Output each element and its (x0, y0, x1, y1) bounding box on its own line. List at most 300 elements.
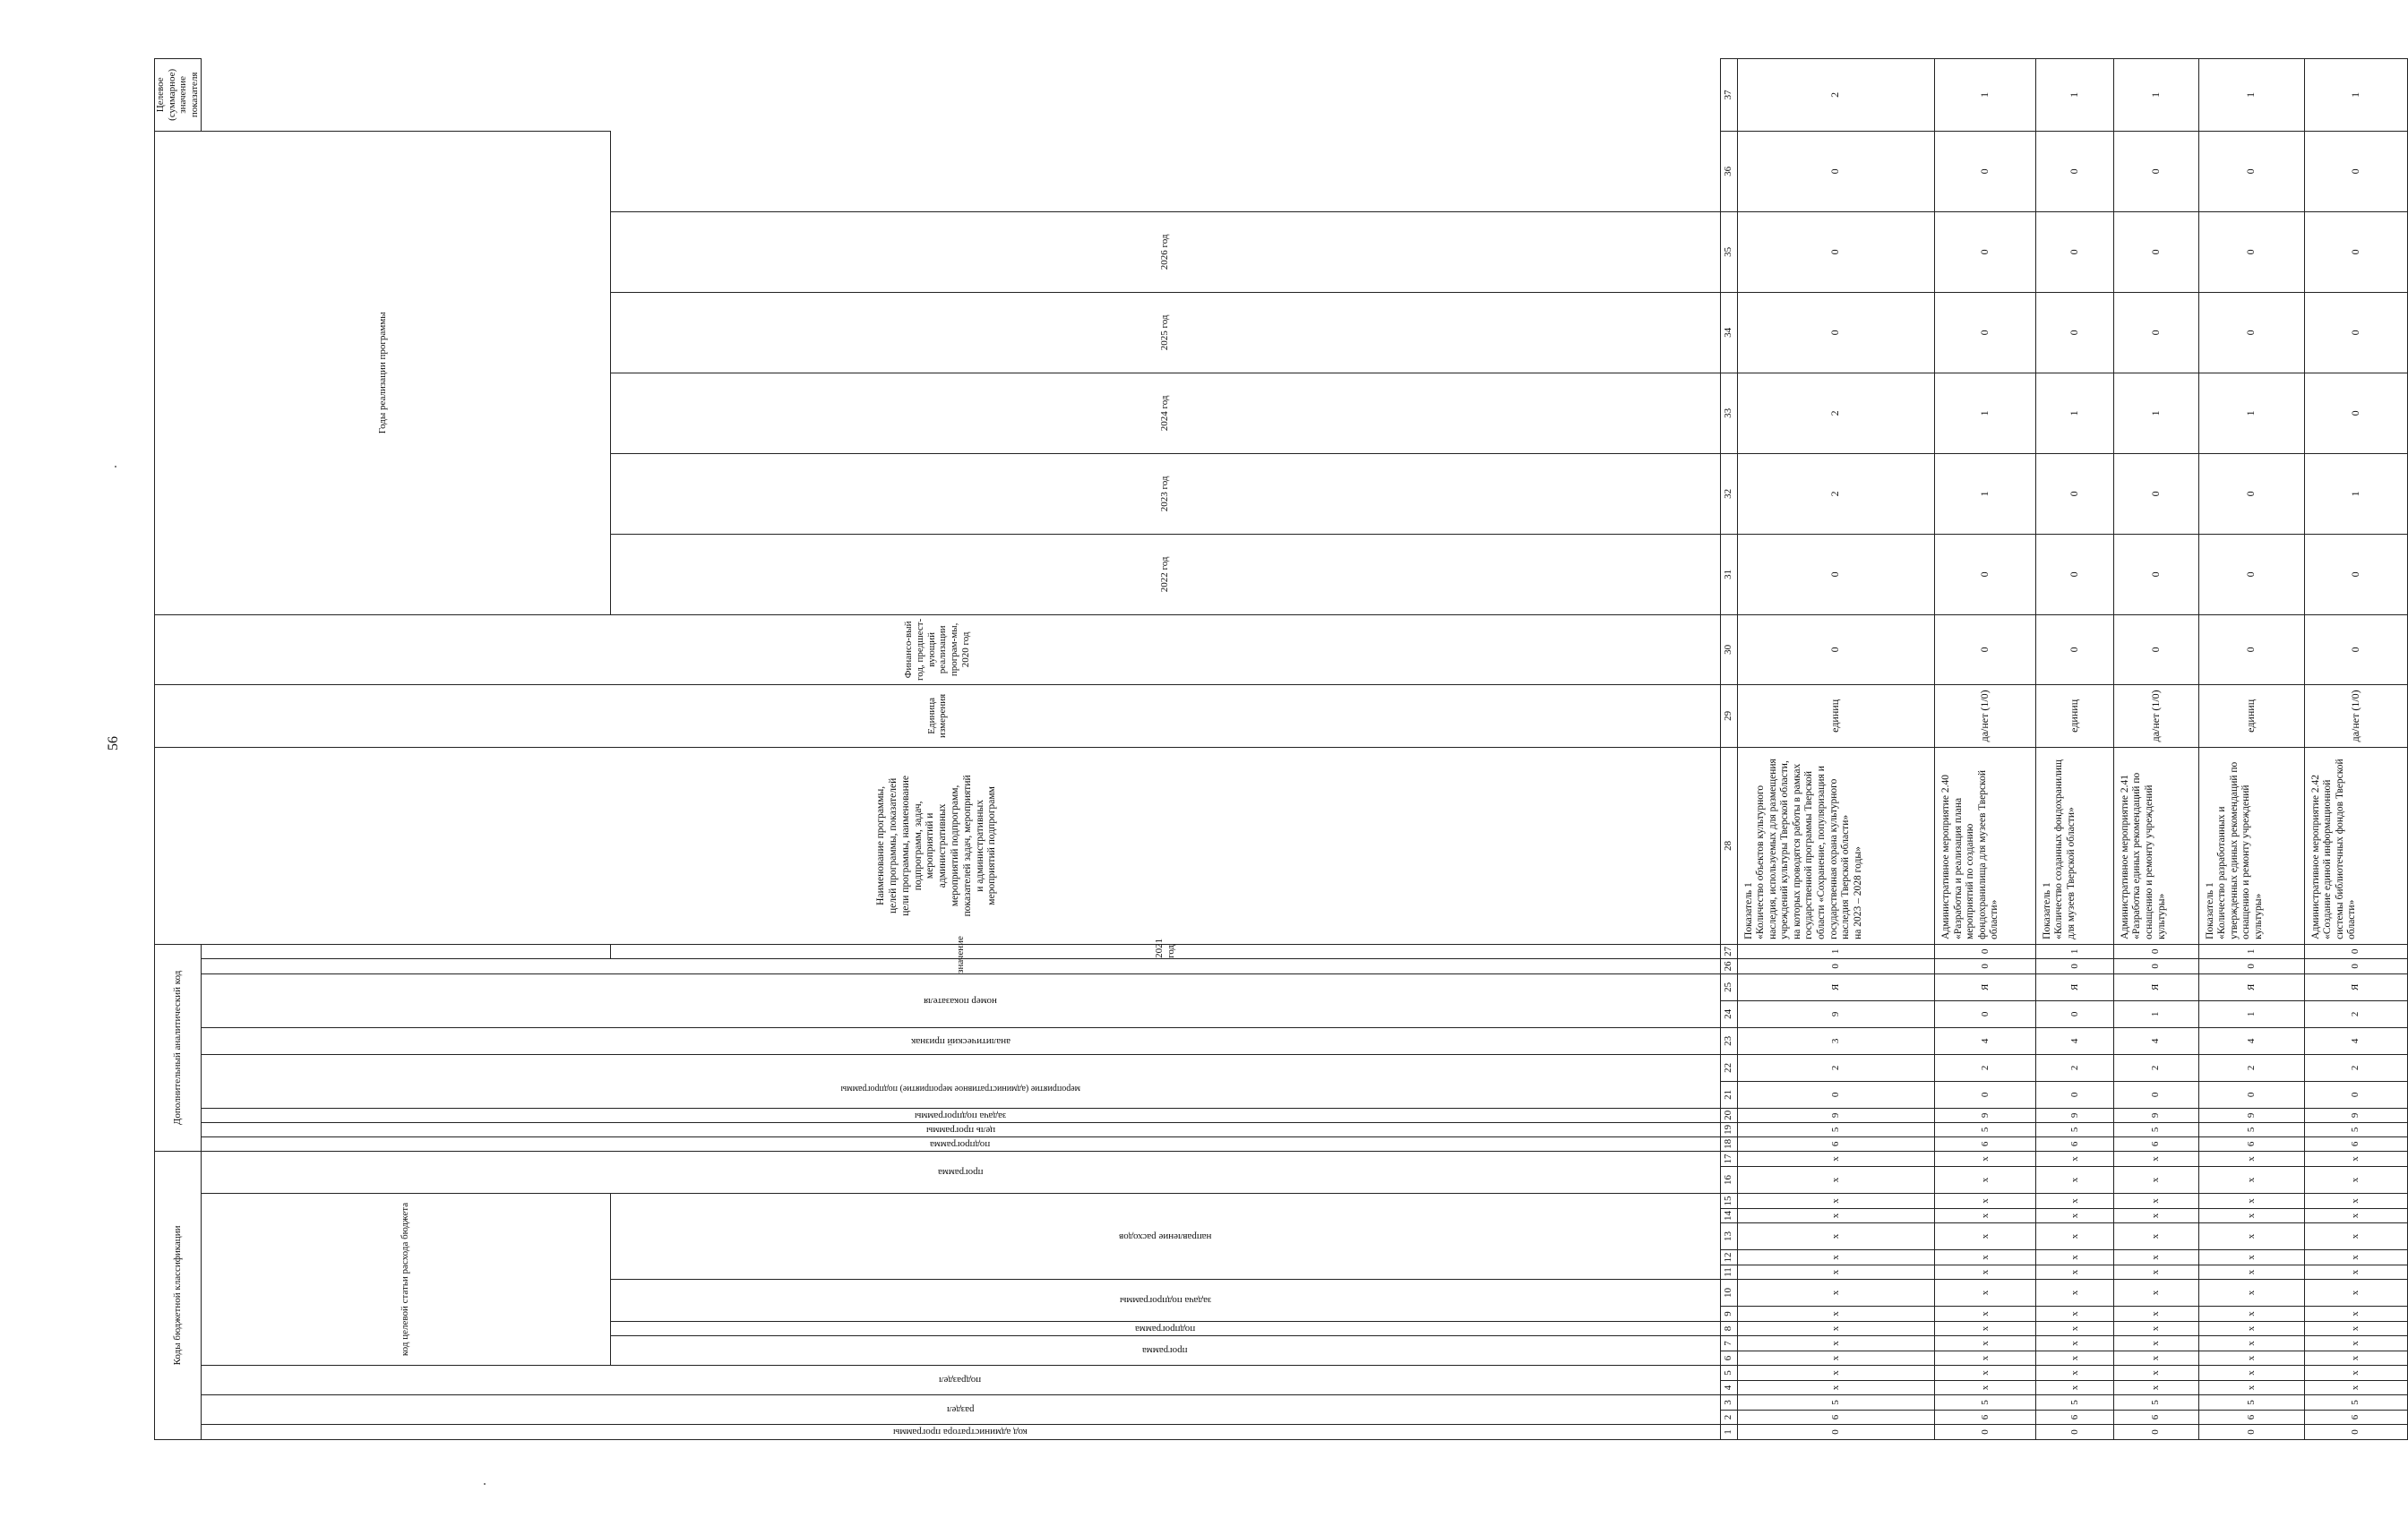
code-cell: x (2113, 1265, 2198, 1280)
code-cell: x (1737, 1223, 1934, 1250)
code-cell: x (2113, 1167, 2198, 1194)
header-analit: аналитический признак (201, 1027, 1720, 1054)
code-cell: x (2113, 1194, 2198, 1209)
code-cell: x (2198, 1307, 2304, 1322)
column-number: 10 (1720, 1280, 1737, 1307)
fin-year-value: 0 (2035, 614, 2113, 684)
code-cell: Я (2113, 973, 2198, 1000)
header-year-2023: 2023 год (610, 453, 1720, 534)
header-csr-programma: программа (610, 1336, 1720, 1366)
code-cell: 2 (1934, 1054, 2035, 1081)
year-value: 0 (2035, 131, 2113, 211)
code-cell: x (1737, 1250, 1934, 1265)
code-cell: x (1737, 1151, 1934, 1166)
code-cell: x (2198, 1265, 2304, 1280)
unit-cell: да/нет (1/0) (2304, 684, 2407, 747)
column-number: 31 (1720, 534, 1737, 614)
year-value: 0 (1737, 131, 1934, 211)
code-cell: x (1934, 1223, 2035, 1250)
table-row (2035, 58, 2113, 1439)
code-cell: x (1934, 1194, 2035, 1209)
code-cell: 6 (1737, 1411, 1934, 1425)
code-cell: Я (2304, 973, 2407, 1000)
code-cell: 0 (1934, 1000, 2035, 1027)
column-number: 23 (1720, 1027, 1737, 1054)
column-number: 12 (1720, 1250, 1737, 1265)
code-cell: 0 (2304, 944, 2407, 958)
code-cell: 1 (2198, 1000, 2304, 1027)
code-cell: Я (1934, 973, 2035, 1000)
code-cell: x (2113, 1223, 2198, 1250)
code-cell: 2 (1737, 1054, 1934, 1081)
code-cell: x (2035, 1381, 2113, 1395)
column-number: 32 (1720, 453, 1737, 534)
code-cell: 0 (2113, 958, 2198, 973)
indicator-name: Административное мероприятие 2.40 «Разработка и реализация плана мероприятий по созданию фондохранилища для музеев Тверской области» (1934, 747, 2035, 944)
code-cell: x (1934, 1250, 2035, 1265)
column-number: 17 (1720, 1151, 1737, 1166)
year-value: 0 (2198, 131, 2304, 211)
year-value: 0 (1934, 292, 2035, 373)
code-cell: x (1737, 1381, 1934, 1395)
code-cell: x (1737, 1322, 1934, 1336)
column-number: 7 (1720, 1336, 1737, 1351)
code-cell: x (2035, 1351, 2113, 1366)
header-year-2022: 2022 год (610, 534, 1720, 614)
code-cell: x (2304, 1307, 2407, 1322)
code-cell: x (2035, 1280, 2113, 1307)
header-year-2026: 2026 год (610, 211, 1720, 292)
code-cell: 5 (1737, 1395, 1934, 1411)
code-cell: 5 (2035, 1122, 2113, 1136)
header-razdel: раздел (201, 1395, 1720, 1425)
code-cell: 1 (2113, 1000, 2198, 1027)
code-cell: 0 (2113, 1425, 2198, 1440)
code-cell: 0 (1934, 958, 2035, 973)
year-value: 1 (2304, 453, 2407, 534)
column-number: 30 (1720, 614, 1737, 684)
code-cell: 0 (1934, 1081, 2035, 1108)
code-cell: 1 (1737, 944, 1934, 958)
code-cell: x (2035, 1167, 2113, 1194)
code-cell: x (1737, 1280, 1934, 1307)
year-value: 0 (2035, 211, 2113, 292)
code-cell: 5 (2304, 1395, 2407, 1411)
code-cell: x (2198, 1151, 2304, 1166)
code-cell: x (1934, 1209, 2035, 1223)
code-cell: x (1737, 1336, 1934, 1351)
column-number: 37 (1720, 58, 1737, 131)
code-cell: 6 (2198, 1411, 2304, 1425)
year-value: 2 (1737, 453, 1934, 534)
code-cell: x (1934, 1351, 2035, 1366)
code-cell: x (2198, 1223, 2304, 1250)
code-cell: 6 (2198, 1136, 2304, 1151)
target-value: 1 (1934, 58, 2035, 131)
target-value: 1 (2304, 58, 2407, 131)
year-value: 0 (2304, 373, 2407, 453)
code-cell: x (2304, 1151, 2407, 1166)
code-cell: 5 (1934, 1395, 2035, 1411)
unit-cell: да/нет (1/0) (2113, 684, 2198, 747)
column-number: 29 (1720, 684, 1737, 747)
code-cell: x (2113, 1280, 2198, 1307)
scan-speck (484, 1483, 486, 1485)
code-cell: x (2113, 1250, 2198, 1265)
code-cell: x (1737, 1265, 1934, 1280)
code-cell: 0 (2304, 1081, 2407, 1108)
code-cell: x (2198, 1351, 2304, 1366)
column-number: 36 (1720, 131, 1737, 211)
column-number: 5 (1720, 1366, 1737, 1381)
table-row (2304, 58, 2407, 1439)
code-cell: x (2198, 1322, 2304, 1336)
code-cell: 2 (2304, 1000, 2407, 1027)
column-number: 21 (1720, 1081, 1737, 1108)
column-number: 24 (1720, 1000, 1737, 1027)
year-value: 0 (2304, 534, 2407, 614)
code-cell: x (2198, 1167, 2304, 1194)
year-value: 0 (1737, 292, 1934, 373)
code-cell: x (1934, 1151, 2035, 1166)
scan-speck (115, 466, 116, 467)
code-cell: 5 (2113, 1122, 2198, 1136)
code-cell: x (2198, 1366, 2304, 1381)
code-cell: 5 (2198, 1122, 2304, 1136)
rotated-table-container (154, 64, 2361, 1440)
year-value: 2 (1737, 373, 1934, 453)
code-cell: Я (1737, 973, 1934, 1000)
code-cell: x (1934, 1322, 2035, 1336)
header-year-2024: 2024 год (610, 373, 1720, 453)
code-cell: x (2113, 1307, 2198, 1322)
code-cell: 6 (2304, 1136, 2407, 1151)
year-value: 0 (1934, 131, 2035, 211)
column-number: 11 (1720, 1265, 1737, 1280)
code-cell: 6 (2035, 1411, 2113, 1425)
column-number: 9 (1720, 1307, 1737, 1322)
year-value: 0 (2304, 131, 2407, 211)
year-value: 1 (2035, 373, 2113, 453)
code-cell: x (1934, 1381, 2035, 1395)
code-cell: 2 (2304, 1054, 2407, 1081)
fin-year-value: 0 (2113, 614, 2198, 684)
column-number: 14 (1720, 1209, 1737, 1223)
header-cel: цель программы (201, 1122, 1720, 1136)
header-kbk-csr: код целевой статьи расхода бюджета (201, 1194, 610, 1366)
code-cell: 2 (2113, 1054, 2198, 1081)
code-cell: 4 (2304, 1027, 2407, 1054)
code-cell: 0 (1737, 958, 1934, 973)
header-podrazdel: подраздел (201, 1366, 1720, 1395)
header-dop-podprogramma: подпрограмма (201, 1136, 1720, 1151)
code-cell: 5 (2035, 1395, 2113, 1411)
code-cell: 5 (1934, 1122, 2035, 1136)
table-row (2113, 58, 2198, 1439)
year-value: 0 (2198, 453, 2304, 534)
header-target-group: Целевое (суммарное) значение показателя (155, 58, 202, 131)
header-fin-year-column: Финансо-вый год, предшест-вующий реализации програм-мы, 2020 год (155, 614, 1721, 684)
code-cell: 6 (1737, 1136, 1934, 1151)
column-number: 8 (1720, 1322, 1737, 1336)
header-meropriyatie: мероприятие (административное мероприятие) подпрограммы (201, 1054, 1720, 1108)
code-cell: x (2304, 1351, 2407, 1366)
unit-cell: да/нет (1/0) (1934, 684, 2035, 747)
code-cell: 5 (2113, 1395, 2198, 1411)
code-cell: 6 (2113, 1411, 2198, 1425)
code-cell: 0 (2035, 1081, 2113, 1108)
indicator-name: Показатель 1 «Количество объектов культурного наследия, используемых для размещения учреждений культуры Тверской области, на которых проводятся работы в рамках государственной программы Тверской области «Сохранение, популяризация и государственная охрана культурного наследия Тверской области» на 2023 – 2028 годы» (1737, 747, 1934, 944)
year-value: 0 (2113, 453, 2198, 534)
code-cell: Я (2198, 973, 2304, 1000)
code-cell: x (2304, 1194, 2407, 1209)
unit-cell: единиц (1737, 684, 1934, 747)
code-cell: x (1934, 1167, 2035, 1194)
fin-year-value: 0 (1934, 614, 2035, 684)
code-cell: x (2304, 1209, 2407, 1223)
code-cell: x (2113, 1336, 2198, 1351)
header-csr-podprogramma: подпрограмма (610, 1322, 1720, 1336)
code-cell: 6 (2035, 1136, 2113, 1151)
column-number: 2 (1720, 1411, 1737, 1425)
code-cell: x (1934, 1336, 2035, 1351)
code-cell: x (1934, 1280, 2035, 1307)
code-cell: 0 (2304, 958, 2407, 973)
target-value: 2 (1737, 58, 1934, 131)
column-number: 33 (1720, 373, 1737, 453)
code-cell: x (2304, 1381, 2407, 1395)
header-unit-column: Единица измерения (155, 684, 1721, 747)
code-cell: x (1737, 1307, 1934, 1322)
code-cell: 0 (2113, 944, 2198, 958)
code-cell: 0 (2035, 958, 2113, 973)
year-value: 0 (2113, 131, 2198, 211)
code-cell: x (2113, 1151, 2198, 1166)
code-cell: 4 (2198, 1027, 2304, 1054)
code-cell: 6 (2304, 1411, 2407, 1425)
target-value: 1 (2113, 58, 2198, 131)
year-value: 0 (2198, 211, 2304, 292)
column-number: 1 (1720, 1425, 1737, 1440)
year-value: 0 (1934, 534, 2035, 614)
code-cell: x (2198, 1336, 2304, 1351)
year-value: 0 (2198, 534, 2304, 614)
code-cell: 9 (1934, 1108, 2035, 1122)
header-kbk: Коды бюджетной классификации (155, 1151, 202, 1439)
code-cell: x (2304, 1280, 2407, 1307)
code-cell: 4 (1934, 1027, 2035, 1054)
code-cell: x (2035, 1366, 2113, 1381)
code-cell: 0 (2198, 1081, 2304, 1108)
code-cell: x (2198, 1209, 2304, 1223)
code-cell: 2 (2035, 1054, 2113, 1081)
year-value: 0 (2035, 292, 2113, 373)
year-value: 1 (2113, 373, 2198, 453)
code-cell: 0 (2113, 1081, 2198, 1108)
code-cell: 9 (1737, 1108, 1934, 1122)
code-cell: x (2035, 1209, 2113, 1223)
column-number: 18 (1720, 1136, 1737, 1151)
column-numbers-row (1720, 58, 1737, 1439)
column-number: 26 (1720, 958, 1737, 973)
code-cell: 5 (2304, 1122, 2407, 1136)
target-value: 1 (2035, 58, 2113, 131)
code-cell: x (2304, 1250, 2407, 1265)
code-cell: x (2304, 1366, 2407, 1381)
code-cell: 0 (1934, 1425, 2035, 1440)
table-body (1737, 58, 2407, 1439)
code-cell: x (2035, 1265, 2113, 1280)
code-cell: Я (2035, 973, 2113, 1000)
code-cell: 0 (1737, 1081, 1934, 1108)
code-cell: 9 (2198, 1108, 2304, 1122)
indicator-name: Показатель 1 «Количество разработанных и утвержденных единых рекомендаций по оснащению и ремонту учреждений культуры» (2198, 747, 2304, 944)
unit-cell: единиц (2198, 684, 2304, 747)
column-number: 35 (1720, 211, 1737, 292)
code-cell: x (1737, 1366, 1934, 1381)
year-value: 1 (2198, 373, 2304, 453)
code-cell: x (2304, 1265, 2407, 1280)
code-cell: x (2113, 1209, 2198, 1223)
year-value: 0 (1934, 211, 2035, 292)
indicator-name: Административное мероприятие 2.42 «Создание единой информационной системы библиотечных фондов Тверской области» (2304, 747, 2407, 944)
code-cell: x (2035, 1307, 2113, 1322)
code-cell: 1 (2035, 944, 2113, 958)
code-cell: 0 (2035, 1425, 2113, 1440)
code-cell: 5 (2198, 1395, 2304, 1411)
column-number: 28 (1720, 747, 1737, 944)
code-cell: x (2198, 1250, 2304, 1265)
column-number: 4 (1720, 1381, 1737, 1395)
code-cell: 4 (2113, 1027, 2198, 1054)
code-cell: x (1934, 1366, 2035, 1381)
year-value: 1 (1934, 453, 2035, 534)
year-value: 0 (2304, 292, 2407, 373)
code-cell: x (2198, 1280, 2304, 1307)
header-nomer: номер показателя (201, 973, 1720, 1027)
page-number: 56 (106, 736, 121, 750)
column-number: 3 (1720, 1395, 1737, 1411)
code-cell: x (2113, 1366, 2198, 1381)
code-cell: 5 (1737, 1122, 1934, 1136)
year-value: 0 (1737, 534, 1934, 614)
code-cell: 1 (2198, 944, 2304, 958)
year-value: 0 (2113, 211, 2198, 292)
code-cell: 0 (1737, 1425, 1934, 1440)
fin-year-value: 0 (2304, 614, 2407, 684)
year-value: 0 (2035, 453, 2113, 534)
code-cell: x (2113, 1381, 2198, 1395)
code-cell: 4 (2035, 1027, 2113, 1054)
code-cell: 2 (2198, 1054, 2304, 1081)
column-number: 22 (1720, 1054, 1737, 1081)
code-cell: 0 (1934, 944, 2035, 958)
code-cell: 0 (2304, 1425, 2407, 1440)
column-number: 6 (1720, 1351, 1737, 1366)
code-cell: x (2035, 1223, 2113, 1250)
indicator-name: Показатель 1 «Количество созданных фондохранилищ для музеев Тверской области» (2035, 747, 2113, 944)
code-cell: 6 (1934, 1136, 2035, 1151)
unit-cell: единиц (2035, 684, 2113, 747)
code-cell: 9 (2035, 1108, 2113, 1122)
code-cell: x (2304, 1322, 2407, 1336)
header-csr-napravlenie: направление расходов (610, 1194, 1720, 1280)
table-row (1934, 58, 2035, 1439)
code-cell: x (2304, 1336, 2407, 1351)
header-years-group: Годы реализации программы (155, 131, 611, 614)
code-cell: 9 (2304, 1108, 2407, 1122)
column-number: 13 (1720, 1223, 1737, 1250)
header-dop-code: Дополнительный аналитический код (155, 944, 202, 1151)
code-cell: 9 (2113, 1108, 2198, 1122)
code-cell: x (2198, 1381, 2304, 1395)
header-year-2021: 2021 год (610, 944, 1720, 958)
code-cell: x (1737, 1351, 1934, 1366)
code-cell: x (2113, 1322, 2198, 1336)
year-value: 0 (2304, 211, 2407, 292)
header-admin-code: код администратора программы (201, 1425, 1720, 1440)
column-number: 16 (1720, 1167, 1737, 1194)
column-number: 27 (1720, 944, 1737, 958)
code-cell: 9 (1737, 1000, 1934, 1027)
code-cell: x (1737, 1209, 1934, 1223)
code-cell: x (2304, 1167, 2407, 1194)
code-cell: x (2035, 1322, 2113, 1336)
header-dop-programma: программа (201, 1151, 1720, 1193)
code-cell: 6 (2113, 1136, 2198, 1151)
code-cell: x (2035, 1250, 2113, 1265)
code-cell: x (1737, 1194, 1934, 1209)
header-zadacha: задача подпрограммы (201, 1108, 1720, 1122)
column-number: 19 (1720, 1122, 1737, 1136)
year-value: 0 (2035, 534, 2113, 614)
code-cell: x (2035, 1151, 2113, 1166)
year-value: 0 (2113, 534, 2198, 614)
target-value: 1 (2198, 58, 2304, 131)
fin-year-value: 0 (2198, 614, 2304, 684)
code-cell: 6 (1934, 1411, 2035, 1425)
year-value: 0 (2113, 292, 2198, 373)
header-target-value: значение (201, 958, 1720, 973)
code-cell: x (2035, 1194, 2113, 1209)
fin-year-value: 0 (1737, 614, 1934, 684)
header-year-2025: 2025 год (610, 292, 1720, 373)
code-cell: x (1737, 1167, 1934, 1194)
code-cell: x (1934, 1265, 2035, 1280)
header-csr-zadacha: задача подпрограммы (610, 1280, 1720, 1322)
year-value: 0 (2198, 292, 2304, 373)
code-cell: 0 (2198, 1425, 2304, 1440)
code-cell: x (2113, 1351, 2198, 1366)
table-row (2198, 58, 2304, 1439)
column-number: 15 (1720, 1194, 1737, 1209)
code-cell: x (2035, 1336, 2113, 1351)
program-indicators-table (154, 58, 2408, 1440)
code-cell: x (2198, 1194, 2304, 1209)
column-number: 20 (1720, 1108, 1737, 1122)
year-value: 0 (1737, 211, 1934, 292)
column-number: 34 (1720, 292, 1737, 373)
table-row (1737, 58, 1934, 1439)
code-cell: x (2304, 1223, 2407, 1250)
code-cell: 3 (1737, 1027, 1934, 1054)
code-cell: x (1934, 1307, 2035, 1322)
code-cell: 0 (2198, 958, 2304, 973)
code-cell: 0 (2035, 1000, 2113, 1027)
column-number: 25 (1720, 973, 1737, 1000)
indicator-name: Административное мероприятие 2.41 «Разработка единых рекомендаций по оснащению и ремонту учреждений культуры» (2113, 747, 2198, 944)
header-name-column: Наименование программы, целей программы, показателей цели программы, наименование подпрограмм, задач, мероприятий и административных мероприятий подпрограмм, показателей задач, мероприятий и административных мероприятий подпрограмм (155, 747, 1721, 944)
